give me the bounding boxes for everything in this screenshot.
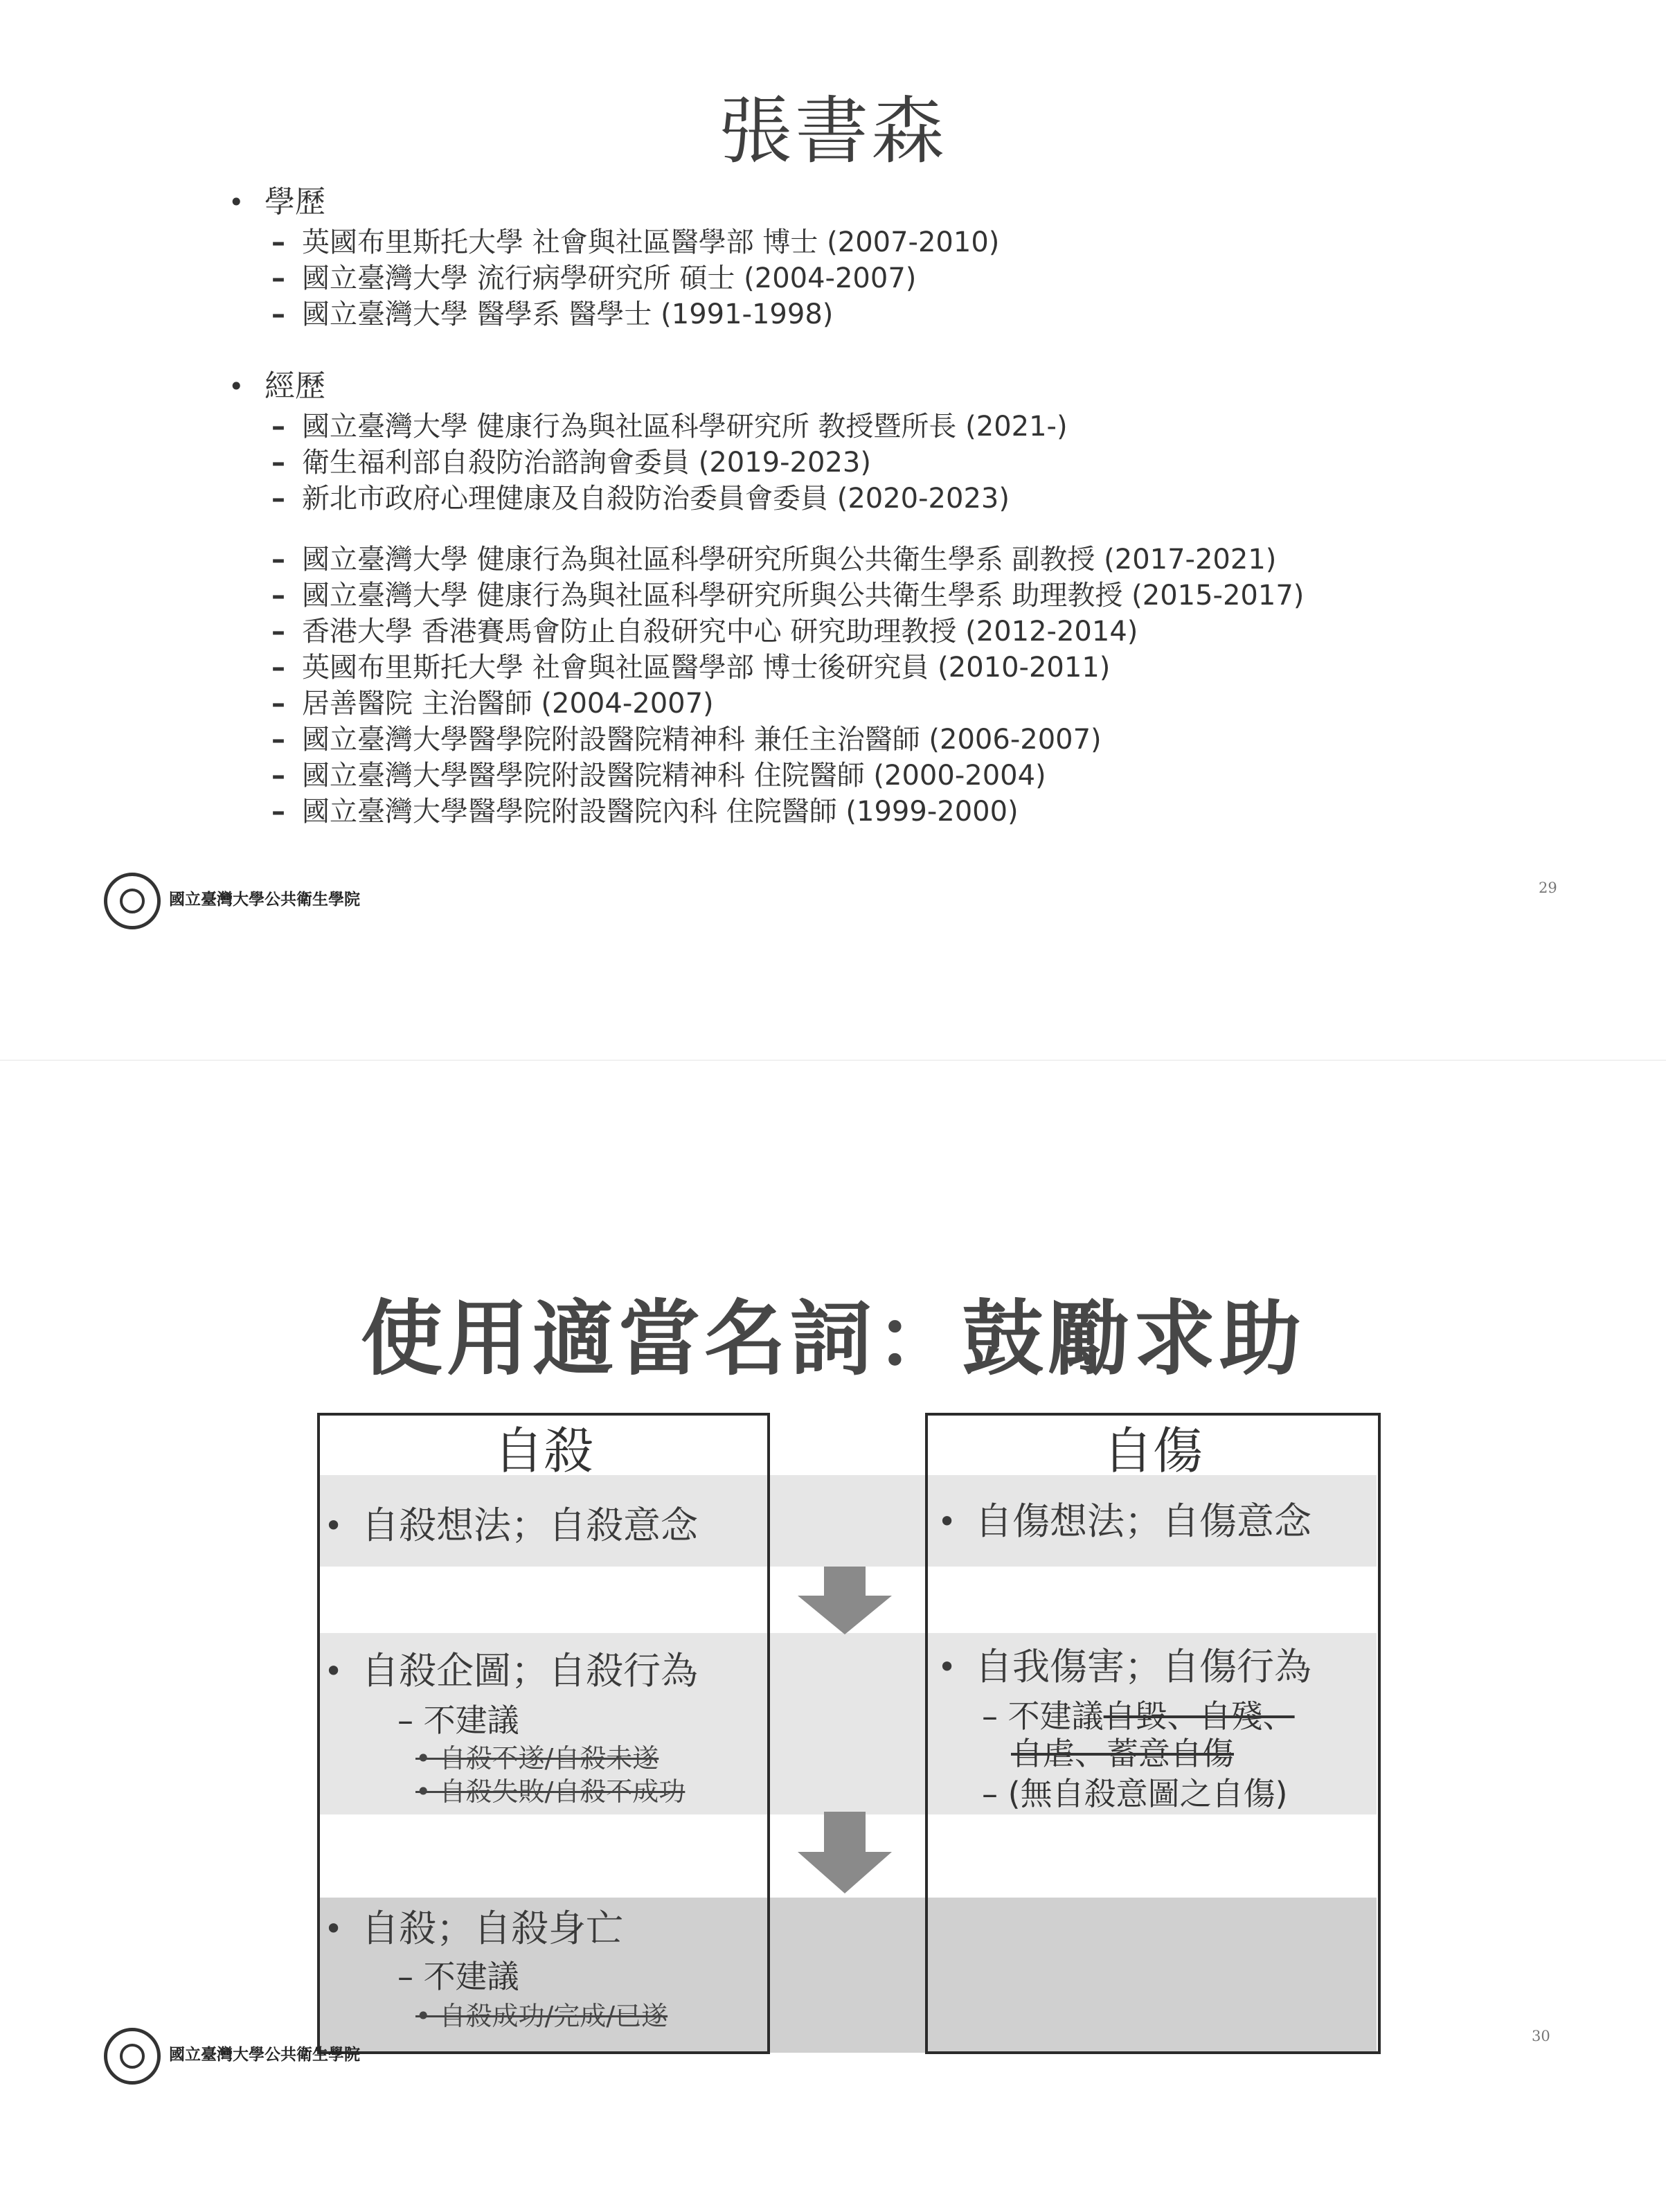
suicide-row2-sub: – 不建議 <box>397 1702 519 1739</box>
suicide-row3-sub: – 不建議 <box>397 1958 519 1995</box>
bullet-dot: • <box>324 1910 343 1947</box>
self-harm-box-heading: 自傷 <box>1102 1422 1203 1480</box>
dash: – <box>397 1958 424 1995</box>
not-recommended-term: • 自殺失敗/自殺不成功 <box>415 1776 686 1807</box>
college-logo <box>104 2028 161 2085</box>
slide1-footer: 國立臺灣大學公共衛生學院 <box>169 890 360 909</box>
bullet-dot: • <box>415 1743 440 1774</box>
suicide-row2: • 自殺企圖；自殺行為 <box>324 1649 698 1693</box>
experience-item: – 國立臺灣大學 健康行為與社區科學研究所與公共衛生學系 副教授 (2017-2021) <box>271 544 1277 576</box>
college-logo <box>104 873 161 929</box>
education-item: – 英國布里斯托大學 社會與社區醫學部 博士 (2007-2010) <box>271 226 1000 258</box>
education-heading-text: 學歷 <box>265 184 325 220</box>
experience-item: – 新北市政府心理健康及自殺防治委員會委員 (2020-2023) <box>271 483 1010 515</box>
self-harm-note: – (無自殺意圖之自傷) <box>982 1775 1288 1812</box>
experience-item: – 國立臺灣大學醫學院附設醫院內科 住院醫師 (1999-2000) <box>271 796 1019 828</box>
not-recommended-term: • 自殺不遂/自殺未遂 <box>415 1743 659 1774</box>
education-item: – 國立臺灣大學 流行病學研究所 碩士 (2004-2007) <box>271 262 917 294</box>
bullet-dot: • <box>229 371 244 402</box>
suicide-row1: • 自殺想法；自殺意念 <box>324 1504 698 1547</box>
experience-item: – 衛生福利部自殺防治諮詢會委員 (2019-2023) <box>271 447 871 479</box>
struck-terms-line2: 自虐、蓄意自傷 <box>1011 1735 1234 1772</box>
education-heading <box>229 181 325 223</box>
experience-item: – 英國布里斯托大學 社會與社區醫學部 博士後研究員 (2010-2011) <box>271 652 1111 684</box>
slide1-title: 張書森 <box>719 89 947 174</box>
self-harm-row2-sub: – 不建議自毀、自殘、 <box>982 1697 1295 1735</box>
bullet-dot: • <box>938 1648 957 1686</box>
experience-heading <box>229 366 325 407</box>
down-arrow-icon <box>795 1812 895 1895</box>
bullet-dot: • <box>324 1507 343 1544</box>
slide2-footer: 國立臺灣大學公共衛生學院 <box>169 2045 360 2064</box>
bullet-dot: • <box>938 1503 957 1540</box>
dash: – <box>397 1702 424 1739</box>
slide2-title: 使用適當名詞：鼓勵求助 <box>360 1291 1305 1386</box>
experience-item: – 國立臺灣大學醫學院附設醫院精神科 兼任主治醫師 (2006-2007) <box>271 724 1102 756</box>
experience-item: – 國立臺灣大學醫學院附設醫院精神科 住院醫師 (2000-2004) <box>271 760 1046 792</box>
slide2-page-number: 30 <box>1532 2028 1550 2044</box>
dash: – <box>982 1775 1008 1812</box>
suicide-row3: • 自殺；自殺身亡 <box>324 1907 623 1950</box>
experience-item: – 居善醫院 主治醫師 (2004-2007) <box>271 688 714 720</box>
slide1-page-number: 29 <box>1539 880 1557 896</box>
dash: – <box>982 1697 1008 1735</box>
experience-item: – 國立臺灣大學 健康行為與社區科學研究所與公共衛生學系 助理教授 (2015-2017) <box>271 580 1305 612</box>
down-arrow-icon <box>795 1567 895 1636</box>
self-harm-row2: • 自我傷害；自傷行為 <box>938 1645 1311 1688</box>
experience-heading-text: 經歷 <box>265 368 325 404</box>
experience-item: – 香港大學 香港賽馬會防止自殺研究中心 研究助理教授 (2012-2014) <box>271 616 1138 648</box>
struck-terms: 自毀、自殘、 <box>1103 1697 1295 1735</box>
experience-item: – 國立臺灣大學 健康行為與社區科學研究所 教授暨所長 (2021-) <box>271 411 1068 443</box>
bullet-dot: • <box>415 2001 440 2031</box>
bullet-dot: • <box>324 1652 343 1690</box>
bullet-dot: • <box>415 1776 440 1807</box>
not-recommended-term: • 自殺成功/完成/已遂 <box>415 2001 668 2031</box>
bullet-dot: • <box>229 187 244 217</box>
page-divider <box>0 1060 1666 1061</box>
education-item: – 國立臺灣大學 醫學系 醫學士 (1991-1998) <box>271 298 834 330</box>
suicide-box-heading: 自殺 <box>493 1422 593 1480</box>
self-harm-row1: • 自傷想法；自傷意念 <box>938 1499 1311 1543</box>
